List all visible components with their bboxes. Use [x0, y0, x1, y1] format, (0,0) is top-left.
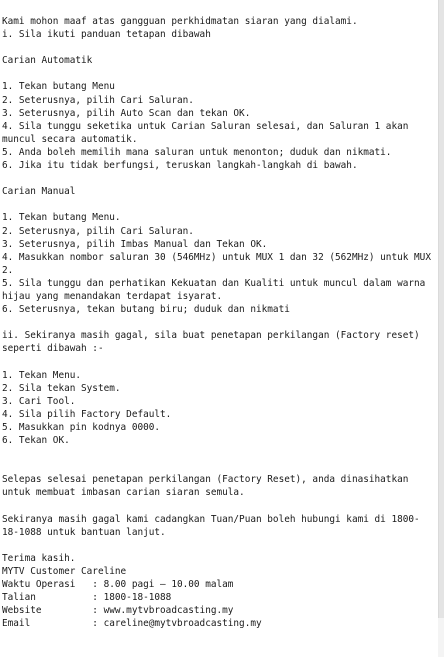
- blank-line: [2, 198, 432, 211]
- text-line: 5. Anda boleh memilih mana saluran untuk menonton; duduk dan nikmati.: [2, 146, 392, 158]
- text-line: 3. Seterusnya, pilih Auto Scan dan tekan OK.: [2, 107, 251, 119]
- blank-line: [2, 355, 432, 368]
- text-line: Selepas selesai penetapan perkilangan (Factory Reset), anda dinasihatkan untuk membuat imbasan carian siaran semula.: [2, 474, 415, 499]
- text-line: 1. Tekan butang Menu.: [2, 212, 121, 224]
- blank-line: [2, 499, 432, 512]
- text-line: 6. Seterusnya, tekan butang biru; duduk dan nikmati: [2, 304, 290, 316]
- text-line: 2. Seterusnya, pilih Cari Saluran.: [2, 94, 194, 106]
- text-line: Carian Automatik: [2, 55, 93, 67]
- text-line: Terima kasih.: [2, 552, 76, 564]
- text-line: 4. Sila tunggu seketika untuk Carian Saluran selesai, dan Saluran 1 akan muncul secara automatik.: [2, 120, 415, 145]
- text-line: 3. Seterusnya, pilih Imbas Manual dan Tekan OK.: [2, 238, 268, 250]
- text-line: ii. Sekiranya masih gagal, sila buat penetapan perkilangan (Factory reset) seperti dibawah :-: [2, 330, 426, 355]
- blank-line: [2, 316, 432, 329]
- text-line: Carian Manual: [2, 186, 76, 198]
- text-line: Sekiranya masih gagal kami cadangkan Tuan/Puan boleh hubungi kami di 1800-18-1088 untuk bantuan lanjut.: [2, 513, 420, 538]
- text-line: 4. Sila pilih Factory Default.: [2, 408, 172, 420]
- text-line: i. Sila ikuti panduan tetapan dibawah: [2, 29, 211, 41]
- text-line: 2. Sila tekan System.: [2, 382, 121, 394]
- text-line: 6. Tekan OK.: [2, 435, 70, 446]
- message-body: [2, 15, 437, 630]
- blank-line: [2, 539, 432, 552]
- text-line: Email : careline@mytvbroadcasting.my: [2, 618, 262, 630]
- text-line: Talian : 1800-18-1088: [2, 592, 172, 604]
- blank-line: [2, 172, 432, 185]
- text-line: 1. Tekan Menu.: [2, 369, 82, 381]
- blank-line: [2, 41, 432, 54]
- text-line: 5. Masukkan pin kodnya 0000.: [2, 421, 161, 433]
- text-line: 1. Tekan butang Menu: [2, 81, 115, 93]
- text-line: 5. Sila tunggu dan perhatikan Kekuatan dan Kualiti untuk muncul dalam warna hijau yang menandakan terdapat isyarat.: [2, 277, 431, 302]
- text-line: Waktu Operasi : 8.00 pagi – 10.00 malam: [2, 579, 234, 591]
- vertical-scrollbar[interactable]: [438, 0, 444, 657]
- blank-line: [2, 460, 432, 473]
- text-line: 3. Cari Tool.: [2, 395, 76, 407]
- text-line: Kami mohon maaf atas gangguan perkhidmatan siaran yang dialami.: [2, 16, 358, 27]
- text-line: MYTV Customer Careline: [2, 565, 127, 577]
- text-line: 4. Masukkan nombor saluran 30 (546MHz) untuk MUX 1 dan 32 (562MHz) untuk MUX 2.: [2, 251, 437, 276]
- text-line: Website : www.mytvbroadcasting.my: [2, 605, 234, 617]
- blank-line: [2, 447, 432, 460]
- blank-line: [2, 67, 432, 80]
- text-line: 6. Jika itu tidak berfungsi, teruskan langkah-langkah di bawah.: [2, 160, 358, 172]
- scrollbar-thumb[interactable]: [438, 0, 444, 618]
- text-line: 2. Seterusnya, pilih Cari Saluran.: [2, 225, 194, 237]
